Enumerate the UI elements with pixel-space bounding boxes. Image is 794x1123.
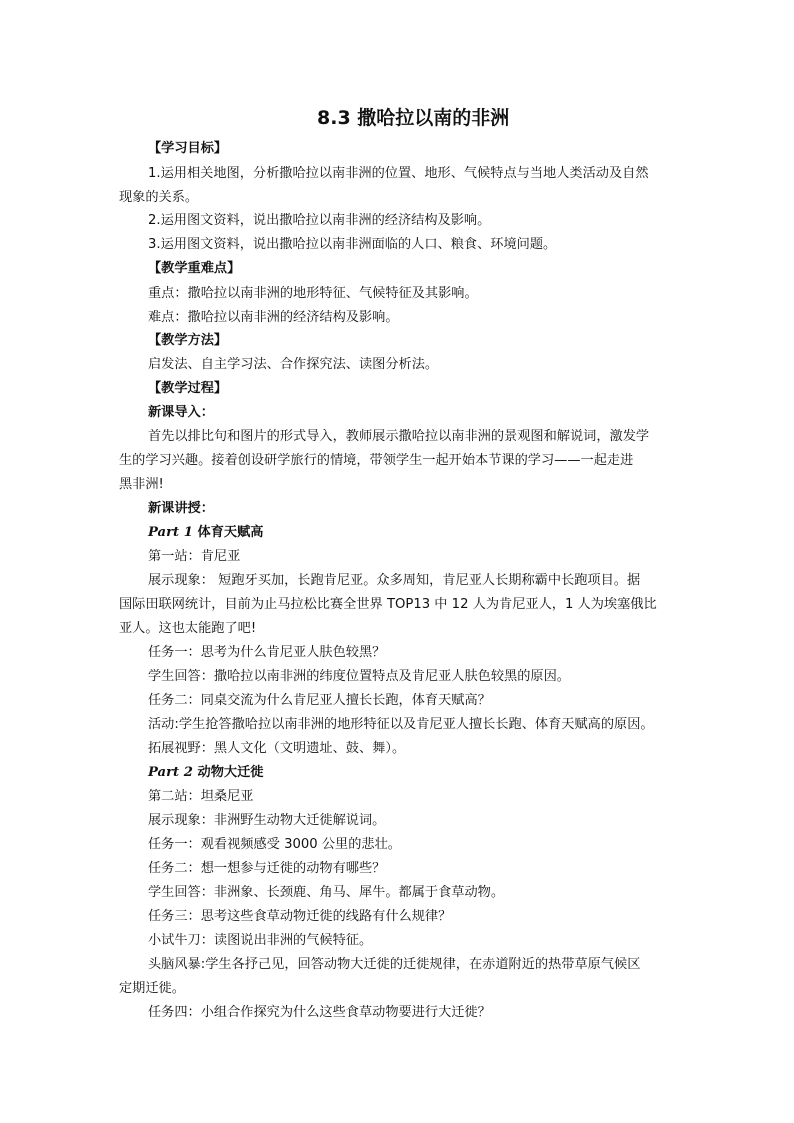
part2-heading	[148, 765, 263, 781]
page-title: 8.3 撒哈拉以南的非洲	[317, 107, 510, 129]
part2-prefix: Part 2	[148, 765, 193, 780]
objective-3: 3.运用图文资料，说出撒哈拉以南非洲面临的人口、粮食、环境问题。	[148, 237, 557, 252]
methods-text: 启发法、自主学习法、合作探究法、读图分析法。	[148, 357, 439, 372]
objective-1-line2: 现象的关系。	[119, 190, 199, 205]
keypoint-text: 重点：撒哈拉以南非洲的地形特征、气候特征及其影响。	[148, 286, 478, 301]
objective-1-line1: 1.运用相关地图，分析撒哈拉以南非洲的位置、地形、气候特点与当地人类活动及自然	[148, 166, 649, 181]
p1-show-line3: 亚人。这也太能跑了吧!	[119, 621, 257, 636]
intro-line1: 首先以排比句和图片的形式导入，教师展示撒哈拉以南非洲的景观图和解说词，激发学	[148, 429, 650, 444]
process-heading: 【教学过程】	[148, 381, 228, 396]
intro-line2: 生的学习兴趣。接着创设研学旅行的情境，带领学生一起开始本节课的学习——一起走进	[119, 453, 634, 468]
intro-heading: 新课导入：	[148, 405, 214, 420]
p2-trial: 小试牛刀：读图说出非洲的气候特征。	[148, 933, 373, 948]
p2-show: 展示现象：非洲野生动物大迁徙解说词。	[148, 813, 386, 828]
intro-line3: 黑非洲!	[119, 477, 164, 492]
p1-show-line2: 国际田联网统计，目前为止马拉松比赛全世界 TOP13 中 12 人为肯尼亚人，1 人为埃塞俄比	[119, 597, 657, 612]
p1-show-line1: 展示现象： 短跑牙买加，长跑肯尼亚。众多周知，肯尼亚人长期称霸中长跑项目。据	[148, 573, 641, 588]
p1-task2: 任务二：同桌交流为什么肯尼亚人擅长长跑，体育天赋高？	[148, 693, 491, 708]
objective-2: 2.运用图文资料，说出撒哈拉以南非洲的经济结构及影响。	[148, 213, 491, 228]
difficulty-text: 难点：撒哈拉以南非洲的经济结构及影响。	[148, 310, 399, 325]
p2-task1: 任务一：观看视频感受 3000 公里的悲壮。	[148, 837, 401, 852]
p2-task2: 任务二：想一想参与迁徙的动物有哪些？	[148, 861, 386, 876]
p1-activity: 活动:学生抢答撒哈拉以南非洲的地形特征以及肯尼亚人擅长长跑、体育天赋高的原因。	[148, 717, 654, 732]
p1-station: 第一站：肯尼亚	[148, 549, 241, 564]
lecture-heading: 新课讲授：	[148, 501, 214, 516]
keypoints-heading: 【教学重难点】	[148, 261, 241, 276]
p2-task4: 任务四：小组合作探究为什么这些食草动物要进行大迁徙？	[148, 1005, 491, 1020]
p2-station: 第二站：坦桑尼亚	[148, 789, 254, 804]
p2-task3: 任务三：思考这些食草动物迁徙的线路有什么规律？	[148, 909, 452, 924]
p1-task1: 任务一：思考为什么肯尼亚人肤色较黑？	[148, 645, 386, 660]
methods-heading: 【教学方法】	[148, 333, 228, 348]
p2-brainstorm-line1: 头脑风暴:学生各抒己见，回答动物大迁徙的迁徙规律，在赤道附近的热带草原气候区	[148, 957, 641, 972]
p2-answer: 学生回答：非洲象、长颈鹿、角马、犀牛。都属于食草动物。	[148, 885, 505, 900]
p1-answer: 学生回答：撒哈拉以南非洲的纬度位置特点及肯尼亚人肤色较黑的原因。	[148, 669, 570, 684]
p2-brainstorm-line2: 定期迁徙。	[119, 981, 185, 996]
part2-title: 动物大迁徙	[197, 765, 264, 780]
part1-title: 体育天赋高	[197, 525, 264, 540]
objectives-heading: 【学习目标】	[148, 141, 228, 156]
p1-extend: 拓展视野：黑人文化（文明遗址、鼓、舞）。	[148, 741, 406, 756]
part1-prefix: Part 1	[148, 525, 193, 540]
part1-heading	[148, 525, 263, 541]
